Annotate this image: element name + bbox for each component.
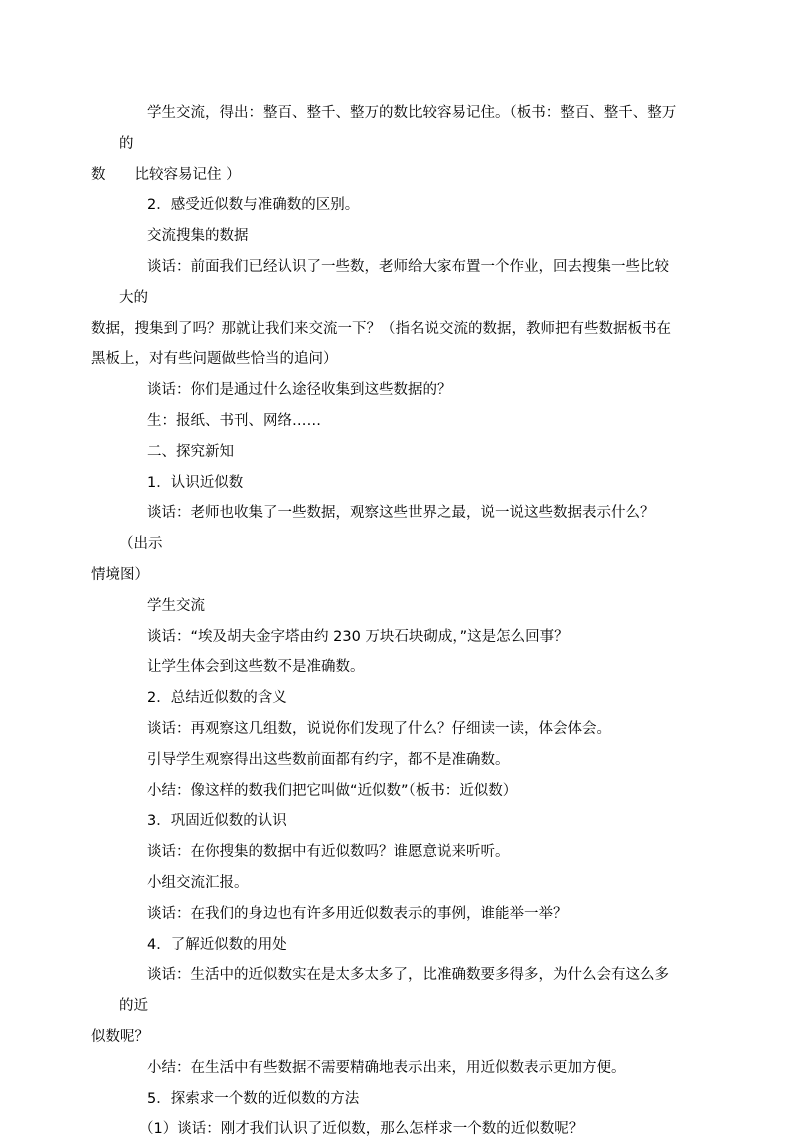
paragraph-group-report <box>119 868 679 899</box>
paragraph-talk-3 <box>91 498 679 590</box>
paragraph-talk-1 <box>91 252 679 375</box>
paragraph-talk-6 <box>119 899 679 930</box>
paragraph-summary-2 <box>119 1053 679 1084</box>
paragraph-student-answer <box>119 406 679 437</box>
paragraph-talk-8 <box>119 1114 679 1145</box>
paragraph-summary-1 <box>119 776 679 807</box>
section-heading-explore <box>119 437 679 468</box>
text-line: 小结：在生活中有些数据不需要精确地表示出来，用近似数表示更加方便。 <box>147 1059 626 1076</box>
text-line: 学生交流，得出：整百、整千、整万的数比较容易记住。（板书：整百、整千、整万的 <box>119 105 677 152</box>
text-line: 小组交流汇报。 <box>147 874 249 891</box>
text-line: 谈话：你们是通过什么途径收集到这些数据的？ <box>147 382 452 399</box>
text-line: 生：报纸、书刊、网络…… <box>147 412 321 429</box>
text-line: 交流搜集的数据 <box>147 228 249 245</box>
text-line: 学生交流 <box>147 597 205 614</box>
document-body <box>91 98 679 1145</box>
text-line: 情境图） <box>91 566 149 583</box>
paragraph-exchange-data <box>119 221 679 252</box>
text-line: 黑板上，对有些问题做些恰当的追问） <box>91 351 338 368</box>
text-line: 1．认识近似数 <box>147 474 244 491</box>
text-line: 数据，搜集到了吗？那就让我们来交流一下？（指名说交流的数据，教师把有些数据板书在 <box>91 320 671 337</box>
paragraph-talk-7 <box>91 960 679 1052</box>
subheading-2 <box>119 683 679 714</box>
text-line: 谈话：生活中的近似数实在是太多太多了，比准确数要多得多，为什么会有这么多的近 <box>119 967 669 1015</box>
text-line: 二、探究新知 <box>147 443 234 460</box>
text-line: 谈话：再观察这几组数，说说你们发现了什么？仔细读一读，体会体会。 <box>147 720 611 737</box>
text-line: （1）谈话：刚才我们认识了近似数，那么怎样求一个数的近似数呢？ <box>139 1121 584 1138</box>
paragraph-student-exchange <box>91 98 679 190</box>
text-line: 谈话：“埃及胡夫金字塔由约 230 万块石块砌成，”这是怎么回事？ <box>147 628 569 645</box>
text-line: 谈话：前面我们已经认识了一些数，老师给大家布置一个作业，回去搜集一些比较大的 <box>119 258 669 306</box>
text-line: 谈话：在我们的身边也有许多用近似数表示的事例，谁能举一举？ <box>147 905 568 922</box>
paragraph-heading-2 <box>119 190 679 221</box>
subheading-4 <box>119 930 679 961</box>
text-line: 2．总结近似数的含义 <box>147 690 287 707</box>
text-line: 引导学生观察得出这些数前面都有约字，都不是准确数。 <box>147 751 510 768</box>
paragraph-talk-4 <box>119 714 679 745</box>
text-line: 谈话：老师也收集了一些数据，观察这些世界之最，说一说这些数据表示什么？（出示 <box>119 505 655 553</box>
paragraph-experience <box>119 652 679 683</box>
text-line: 似数呢？ <box>91 1028 149 1045</box>
paragraph-student-exchange-2 <box>119 591 679 622</box>
text-line: 4．了解近似数的用处 <box>147 936 287 953</box>
text-line: 3．巩固近似数的认识 <box>147 813 287 830</box>
paragraph-guide <box>119 745 679 776</box>
text-line: 2．感受近似数与准确数的区别。 <box>147 197 360 214</box>
paragraph-talk-5 <box>119 837 679 868</box>
paragraph-talk-2 <box>119 375 679 406</box>
subheading-3 <box>119 806 679 837</box>
text-line: 让学生体会到这些数不是准确数。 <box>147 659 365 676</box>
text-line: 数 比较容易记住 ） <box>91 166 241 183</box>
text-line: 小结：像这样的数我们把它叫做“近似数”（板书：近似数） <box>147 782 518 799</box>
paragraph-talk-pyramid <box>119 622 679 653</box>
text-line: 谈话：在你搜集的数据中有近似数吗？谁愿意说来听听。 <box>147 844 510 861</box>
text-line: 5．探索求一个数的近似数的方法 <box>147 1090 360 1107</box>
subheading-5 <box>119 1084 679 1115</box>
subheading-1 <box>119 468 679 499</box>
